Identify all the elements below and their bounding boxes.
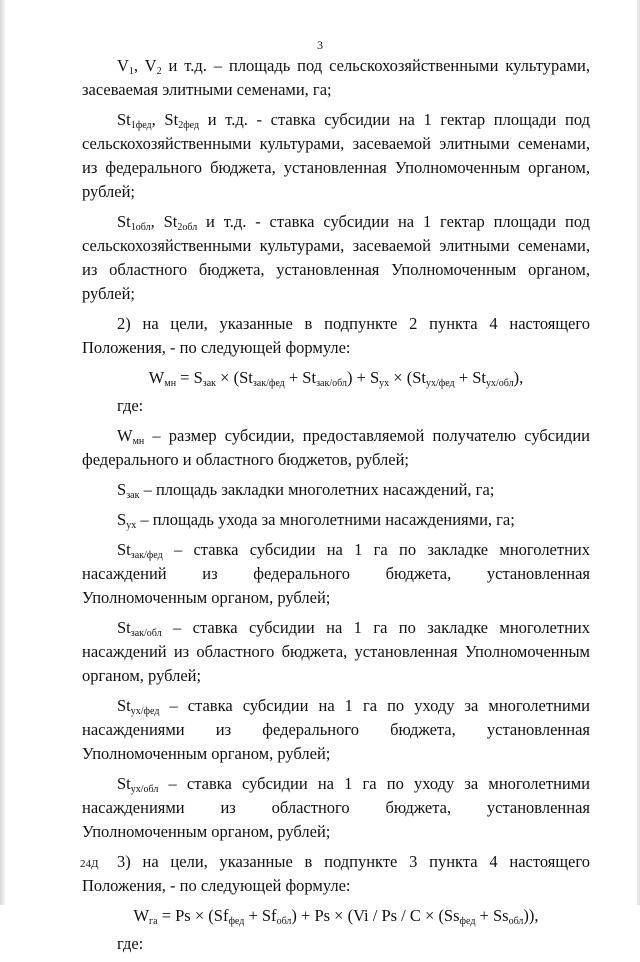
paragraph-v-areas: $V_1$, $V_2$ и т.д. – площадь под сельскохозяйственными культурами, засеваемая элитными семенами, га; bbox=[82, 56, 590, 99]
paragraph-item-2: 2) на цели, указанные в подпункте 2 пункта 4 настоящего Положения, - по следующей формуле: bbox=[82, 314, 590, 357]
footer-code: 24Д bbox=[80, 858, 99, 870]
paragraph-item-3: 3) на цели, указанные в подпункте 3 пункта 4 настоящего Положения, - по следующей формуле: bbox=[82, 852, 590, 895]
paragraph-st-regional: $St_{1обл}$, $St_{2обл}$ и т.д. - ставка субсидии на 1 гектар площади под сельскохозяйственными культурами, засеваемой элитными семенами, из областного бюджета, установленная Уполномоченным органом, рублей; bbox=[82, 212, 590, 303]
definition-wmn: $W_{мн}$ – размер субсидии, предоставляемой получателю субсидии федерального и областного бюджетов, рублей; bbox=[82, 426, 590, 469]
page-number: 3 bbox=[317, 38, 323, 52]
definition-st-zak-obl: $St_{зак/обл}$ – ставка субсидии на 1 га по закладке многолетних насаждений из областного бюджета, установленная Уполномоченным органом, рублей; bbox=[82, 618, 590, 685]
where-label-2: где: bbox=[117, 934, 144, 953]
document-body bbox=[82, 54, 590, 962]
formula-wmn: $W_{мн} = S_{зак} \times (St_{зак/фед} + St_{зак/обл}) + S_{ух} \times (St_{ух/фед} + St_{ух/обл})$, bbox=[148, 368, 524, 389]
paragraph-st-federal: $St_{1фед}$, $St_{2фед}$ и т.д. - ставка субсидии на 1 гектар площади под сельскохозяйственными культурами, засеваемой элитными семенами, из федерального бюджета, установленная Уполномоченным органом, рублей; bbox=[82, 110, 590, 201]
where-label: где: bbox=[117, 396, 144, 415]
definition-st-zak-fed: $St_{зак/фед}$ – ставка субсидии на 1 га по закладке многолетних насаждений из федерального бюджета, установленная Уполномоченным органом, рублей; bbox=[82, 540, 590, 607]
definition-szak: $S_{зак}$ – площадь закладки многолетних насаждений, га; bbox=[117, 480, 495, 501]
definition-sux: $S_{ух}$ – площадь ухода за многолетними насаждениями, га; bbox=[117, 510, 515, 531]
formula-wga: $W_{га} = Ps \times (Sf_{фед} + Sf_{обл}) + Ps \times (Vi / Ps / C \times (Ss_{фед} + Ss_{обл}))$, bbox=[133, 906, 539, 927]
definition-st-ux-obl: $St_{ух/обл}$ – ставка субсидии на 1 га по уходу за многолетними насаждениями из областного бюджета, установленная Уполномоченным органом, рублей; bbox=[82, 774, 590, 841]
definition-st-ux-fed: $St_{ух/фед}$ – ставка субсидии на 1 га по уходу за многолетними насаждениями из федерального бюджета, установленная Уполномоченным органом, рублей; bbox=[82, 696, 590, 763]
scan-edge-shadow bbox=[0, 0, 6, 905]
